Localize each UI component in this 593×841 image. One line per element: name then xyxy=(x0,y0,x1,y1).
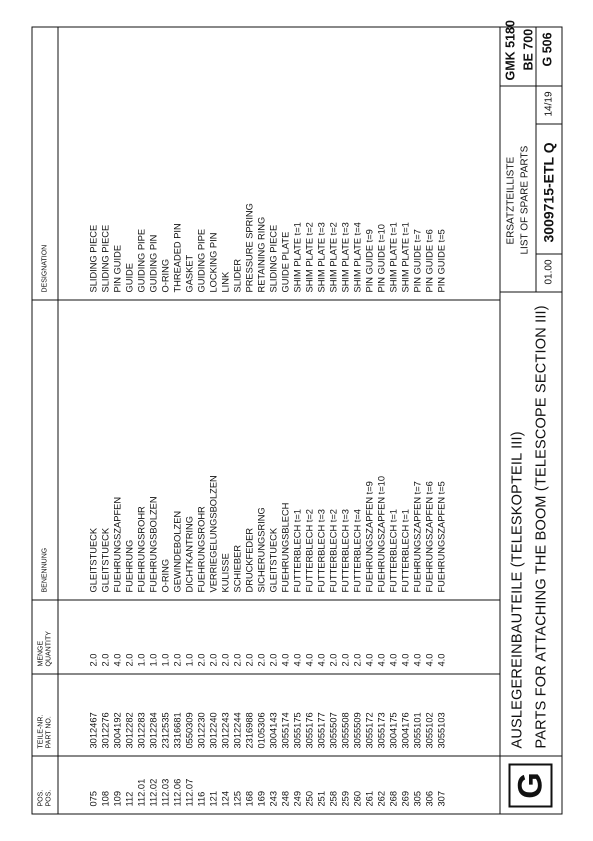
cell-benennung: FUEHRUNGSBLECH xyxy=(280,502,290,593)
table-row xyxy=(279,27,291,815)
table-row xyxy=(99,27,111,815)
header-pos-de: POS. xyxy=(37,789,44,807)
cell-designation: GUIDING PIPE xyxy=(136,228,146,293)
list-title-english: LIST OF SPARE PARTS xyxy=(519,145,530,255)
cell-benennung: GEWINDEBOLZEN xyxy=(172,510,182,593)
cell-quantity: 4.0 xyxy=(424,653,434,667)
cell-part-no: 3055173 xyxy=(376,712,386,749)
cell-quantity: 4.0 xyxy=(388,653,398,667)
cell-pos: 305 xyxy=(412,790,422,807)
cell-part-no: 2312535 xyxy=(160,712,170,749)
cell-quantity: 2.0 xyxy=(220,653,230,667)
cell-quantity: 4.0 xyxy=(112,653,122,667)
cell-pos: 169 xyxy=(256,790,266,807)
cell-pos: 268 xyxy=(388,790,398,807)
cell-designation: SHIM PLATE t=3 xyxy=(340,222,350,293)
cell-designation: SHIM PLATE t=1 xyxy=(388,222,398,293)
header-benennung: BENENNUNG xyxy=(41,547,48,593)
cell-quantity: 4.0 xyxy=(364,653,374,667)
cell-pos: 251 xyxy=(316,790,326,807)
version-number: 01.00 xyxy=(543,259,554,285)
cell-pos: 248 xyxy=(280,790,290,807)
cell-designation: SHIM PLATE t=4 xyxy=(352,222,362,293)
cell-quantity: 2.0 xyxy=(328,653,338,667)
footer-divider xyxy=(499,292,562,293)
cell-part-no: 0105306 xyxy=(256,712,266,749)
table-row xyxy=(243,27,255,815)
table-row xyxy=(207,27,219,815)
cell-designation: PIN GUIDE t=5 xyxy=(436,229,446,293)
header-qty-de: MENGE xyxy=(37,640,44,667)
cell-part-no: 3012467 xyxy=(88,712,98,749)
cell-quantity: 2.0 xyxy=(88,653,98,667)
table-row xyxy=(195,27,207,815)
cell-benennung: FUEHRUNGSZAPFEN t=5 xyxy=(436,481,446,593)
cell-designation: SHIM PLATE t=3 xyxy=(316,222,326,293)
cell-designation: PIN GUIDE t=9 xyxy=(364,229,374,293)
sheet-number: 14/19 xyxy=(543,91,554,117)
cell-pos: 306 xyxy=(424,790,434,807)
cell-quantity: 4.0 xyxy=(436,653,446,667)
cell-pos: 116 xyxy=(196,791,206,807)
cell-benennung: FUEHRUNGSZAPFEN t=7 xyxy=(412,481,422,593)
table-row xyxy=(351,27,363,815)
cell-designation: SHIM PLATE t=1 xyxy=(400,222,410,293)
cell-designation: PIN GUIDE xyxy=(112,244,122,293)
cell-part-no: 3012284 xyxy=(148,712,158,749)
cell-benennung: GLEITSTUECK xyxy=(88,527,98,593)
footer-top-border xyxy=(499,27,500,815)
table-row xyxy=(363,27,375,815)
cell-benennung: FUEHRUNGSZAPFEN xyxy=(112,496,122,593)
table-row xyxy=(375,27,387,815)
cell-quantity: 2.0 xyxy=(256,653,266,667)
table-row xyxy=(87,27,99,815)
cell-quantity: 2.0 xyxy=(244,653,254,667)
cell-designation: GUIDE xyxy=(124,263,134,293)
table-row xyxy=(411,27,423,815)
cell-part-no: 3316681 xyxy=(172,712,182,749)
cell-quantity: 2.0 xyxy=(268,653,278,667)
model-g: G 506 xyxy=(540,32,554,67)
cell-part-no: 3055509 xyxy=(352,712,362,749)
cell-pos: 259 xyxy=(340,790,350,807)
cell-part-no: 2316988 xyxy=(244,712,254,749)
cell-part-no: 3012276 xyxy=(100,712,110,749)
cell-designation: PIN GUIDE t=6 xyxy=(424,229,434,293)
cell-part-no: 3004143 xyxy=(268,712,278,749)
cell-quantity: 4.0 xyxy=(316,653,326,667)
cell-designation: GUIDING PIPE xyxy=(196,228,206,293)
cell-designation: GUIDING PIN xyxy=(148,234,158,293)
cell-part-no: 3055103 xyxy=(436,712,446,749)
header-designation: DESIGNATION xyxy=(41,244,48,293)
cell-benennung: KULISSE xyxy=(220,553,230,593)
cell-quantity: 2.0 xyxy=(124,653,134,667)
cell-benennung: FUEHRUNGSBOLZEN xyxy=(148,496,158,593)
cell-part-no: 3055177 xyxy=(316,712,326,749)
cell-part-no: 3055508 xyxy=(340,712,350,749)
cell-part-no: 3012240 xyxy=(208,712,218,749)
table-row xyxy=(135,27,147,815)
table-row xyxy=(183,27,195,815)
cell-pos: 307 xyxy=(436,790,446,807)
cell-designation: LOCKING PIN xyxy=(208,232,218,293)
cell-benennung: O-RING xyxy=(160,558,170,593)
cell-pos: 124 xyxy=(220,790,230,807)
table-row xyxy=(291,27,303,815)
cell-quantity: 4.0 xyxy=(304,653,314,667)
table-row xyxy=(387,27,399,815)
cell-pos: 249 xyxy=(292,790,302,807)
cell-designation: THREADED PIN xyxy=(172,223,182,293)
table-row xyxy=(231,27,243,815)
cell-designation: O-RING xyxy=(160,258,170,293)
cell-pos: 125 xyxy=(232,790,242,807)
cell-part-no: 3055175 xyxy=(292,712,302,749)
table-row xyxy=(111,27,123,815)
cell-pos: 243 xyxy=(268,790,278,807)
cell-benennung: FUEHRUNG xyxy=(124,539,134,593)
table-row xyxy=(423,27,435,815)
cell-benennung: SICHERUNGSRING xyxy=(256,507,266,593)
cell-benennung: FUTTERBLECH t=2 xyxy=(304,509,314,593)
cell-pos: 168 xyxy=(244,790,254,807)
cell-pos: 112.07 xyxy=(184,778,194,807)
cell-quantity: 4.0 xyxy=(292,653,302,667)
cell-quantity: 1.0 xyxy=(160,653,170,667)
cell-designation: SHIM PLATE t=2 xyxy=(328,222,338,293)
cell-pos: 112.06 xyxy=(172,778,182,807)
cell-quantity: 2.0 xyxy=(100,653,110,667)
cell-quantity: 2.0 xyxy=(232,653,242,667)
model-gmk: GMK 5180 xyxy=(503,20,517,81)
cell-pos: 258 xyxy=(328,790,338,807)
cell-designation: GUIDE PLATE xyxy=(280,231,290,293)
header-pos-en: POS. xyxy=(45,789,52,807)
cell-pos: 261 xyxy=(364,790,374,807)
table-row xyxy=(399,27,411,815)
cell-pos: 109 xyxy=(112,790,122,807)
title-english: PARTS FOR ATTACHING THE BOOM (TELESCOPE SECTION III) xyxy=(533,305,549,749)
cell-part-no: 3055507 xyxy=(328,712,338,749)
footer-divider xyxy=(499,756,562,757)
cell-part-no: 3004176 xyxy=(400,712,410,749)
cell-part-no: 3004192 xyxy=(112,712,122,749)
footer-divider xyxy=(499,86,562,87)
cell-quantity: 1.0 xyxy=(184,653,194,667)
cell-benennung: FUTTERBLECH t=1 xyxy=(292,509,302,593)
table-row xyxy=(123,27,135,815)
cell-benennung: FUTTERBLECH t=1 xyxy=(388,509,398,593)
table-row xyxy=(327,27,339,815)
cell-part-no: 3012283 xyxy=(136,712,146,749)
cell-pos: 262 xyxy=(376,790,386,807)
parts-table-body xyxy=(87,27,447,815)
cell-designation: GASKET xyxy=(184,254,194,293)
header-part-de: TEILE-NR. xyxy=(37,714,44,749)
list-title-german: ERSATZTEILLISTE xyxy=(505,156,516,245)
cell-part-no: 3055101 xyxy=(412,712,422,749)
table-row xyxy=(159,27,171,815)
table-row xyxy=(219,27,231,815)
cell-designation: LINK xyxy=(220,271,230,293)
header-quantity xyxy=(37,631,53,666)
cell-part-no: 3012230 xyxy=(196,712,206,749)
header-pos xyxy=(37,790,53,807)
cell-benennung: SCHIEBER xyxy=(232,544,242,593)
cell-quantity: 4.0 xyxy=(280,653,290,667)
cell-pos: 112.03 xyxy=(160,778,170,807)
parts-list-sheet xyxy=(31,20,562,815)
cell-part-no: 3055176 xyxy=(304,712,314,749)
cell-quantity: 2.0 xyxy=(352,653,362,667)
cell-benennung: FUTTERBLECH t=4 xyxy=(352,509,362,593)
table-row xyxy=(171,27,183,815)
table-row xyxy=(255,27,267,815)
grove-logo: G xyxy=(508,764,552,808)
cell-part-no: 3012282 xyxy=(124,712,134,749)
cell-pos: 250 xyxy=(304,790,314,807)
cell-benennung: FUTTERBLECH t=2 xyxy=(328,509,338,593)
cell-designation: SLIDING PIECE xyxy=(268,224,278,293)
cell-pos: 108 xyxy=(100,790,110,807)
cell-quantity: 2.0 xyxy=(196,653,206,667)
title-block xyxy=(499,20,562,815)
cell-designation: PIN GUIDE t=7 xyxy=(412,229,422,293)
cell-quantity: 1.0 xyxy=(148,653,158,667)
cell-designation: PRESSURE SPRING xyxy=(244,203,254,293)
cell-designation: PIN GUIDE t=10 xyxy=(376,224,386,293)
cell-benennung: DICHTKANTRING xyxy=(184,516,194,593)
cell-benennung: FUEHRUNGSZAPFEN t=6 xyxy=(424,481,434,593)
table-row xyxy=(147,27,159,815)
cell-quantity: 2.0 xyxy=(172,653,182,667)
cell-benennung: GLEITSTUECK xyxy=(268,527,278,593)
header-divider xyxy=(57,27,58,815)
table-row xyxy=(267,27,279,815)
cell-benennung: FUEHRUNGSZAPFEN t=10 xyxy=(376,476,386,593)
cell-quantity: 4.0 xyxy=(376,653,386,667)
cell-benennung: FUTTERBLECH t=3 xyxy=(316,509,326,593)
cell-benennung: DRUCKFEDER xyxy=(244,527,254,593)
cell-pos: 112 xyxy=(124,791,134,807)
cell-part-no: 3012243 xyxy=(220,712,230,749)
cell-designation: RETAINING RING xyxy=(256,216,266,293)
title-german: AUSLEGEREINBAUTEILE (TELESKOPTEIL III) xyxy=(509,431,525,749)
cell-part-no: 3012244 xyxy=(232,712,242,749)
cell-benennung: VERRIEGELUNGSBOLZEN xyxy=(208,475,218,593)
table-row xyxy=(315,27,327,815)
cell-designation: SHIM PLATE t=1 xyxy=(292,222,302,293)
header-qty-en: QUANTITY xyxy=(45,631,52,667)
cell-part-no: 3055102 xyxy=(424,712,434,749)
cell-designation: SLIDING PIECE xyxy=(88,224,98,293)
cell-benennung: FUEHRUNGSZAPFEN t=9 xyxy=(364,481,374,593)
cell-pos: 075 xyxy=(88,790,98,807)
cell-benennung: FUTTERBLECH t=3 xyxy=(340,509,350,593)
table-row xyxy=(303,27,315,815)
cell-designation: SLIDING PIECE xyxy=(100,224,110,293)
cell-pos: 112.01 xyxy=(136,778,146,807)
model-be: BE 700 xyxy=(521,28,535,71)
cell-quantity: 4.0 xyxy=(400,653,410,667)
cell-pos: 121 xyxy=(208,790,218,807)
table-row xyxy=(339,27,351,815)
cell-quantity: 2.0 xyxy=(340,653,350,667)
cell-quantity: 4.0 xyxy=(412,653,422,667)
cell-part-no: 3055172 xyxy=(364,712,374,749)
cell-part-no: 3004175 xyxy=(388,712,398,749)
cell-benennung: FUEHRUNGSROHR xyxy=(196,506,206,593)
cell-quantity: 2.0 xyxy=(208,653,218,667)
header-part-en: PART NO. xyxy=(45,716,52,749)
cell-designation: SLIDER xyxy=(232,258,242,293)
cell-quantity: 1.0 xyxy=(136,653,146,667)
cell-benennung: GLEITSTUECK xyxy=(100,527,110,593)
cell-part-no: 3055174 xyxy=(280,712,290,749)
cell-benennung: FUTTERBLECH t=1 xyxy=(400,509,410,593)
cell-pos: 260 xyxy=(352,790,362,807)
cell-benennung: FUEHRUNGSROHR xyxy=(136,506,146,593)
table-row xyxy=(435,27,447,815)
footer-divider xyxy=(535,254,562,255)
footer-divider xyxy=(535,124,562,125)
cell-pos: 269 xyxy=(400,790,410,807)
document-number: 3009715-ETL Q xyxy=(540,142,556,243)
cell-designation: SHIM PLATE t=2 xyxy=(304,222,314,293)
cell-part-no: 0550309 xyxy=(184,712,194,749)
header-part-no xyxy=(37,715,53,749)
cell-pos: 112.02 xyxy=(148,778,158,807)
